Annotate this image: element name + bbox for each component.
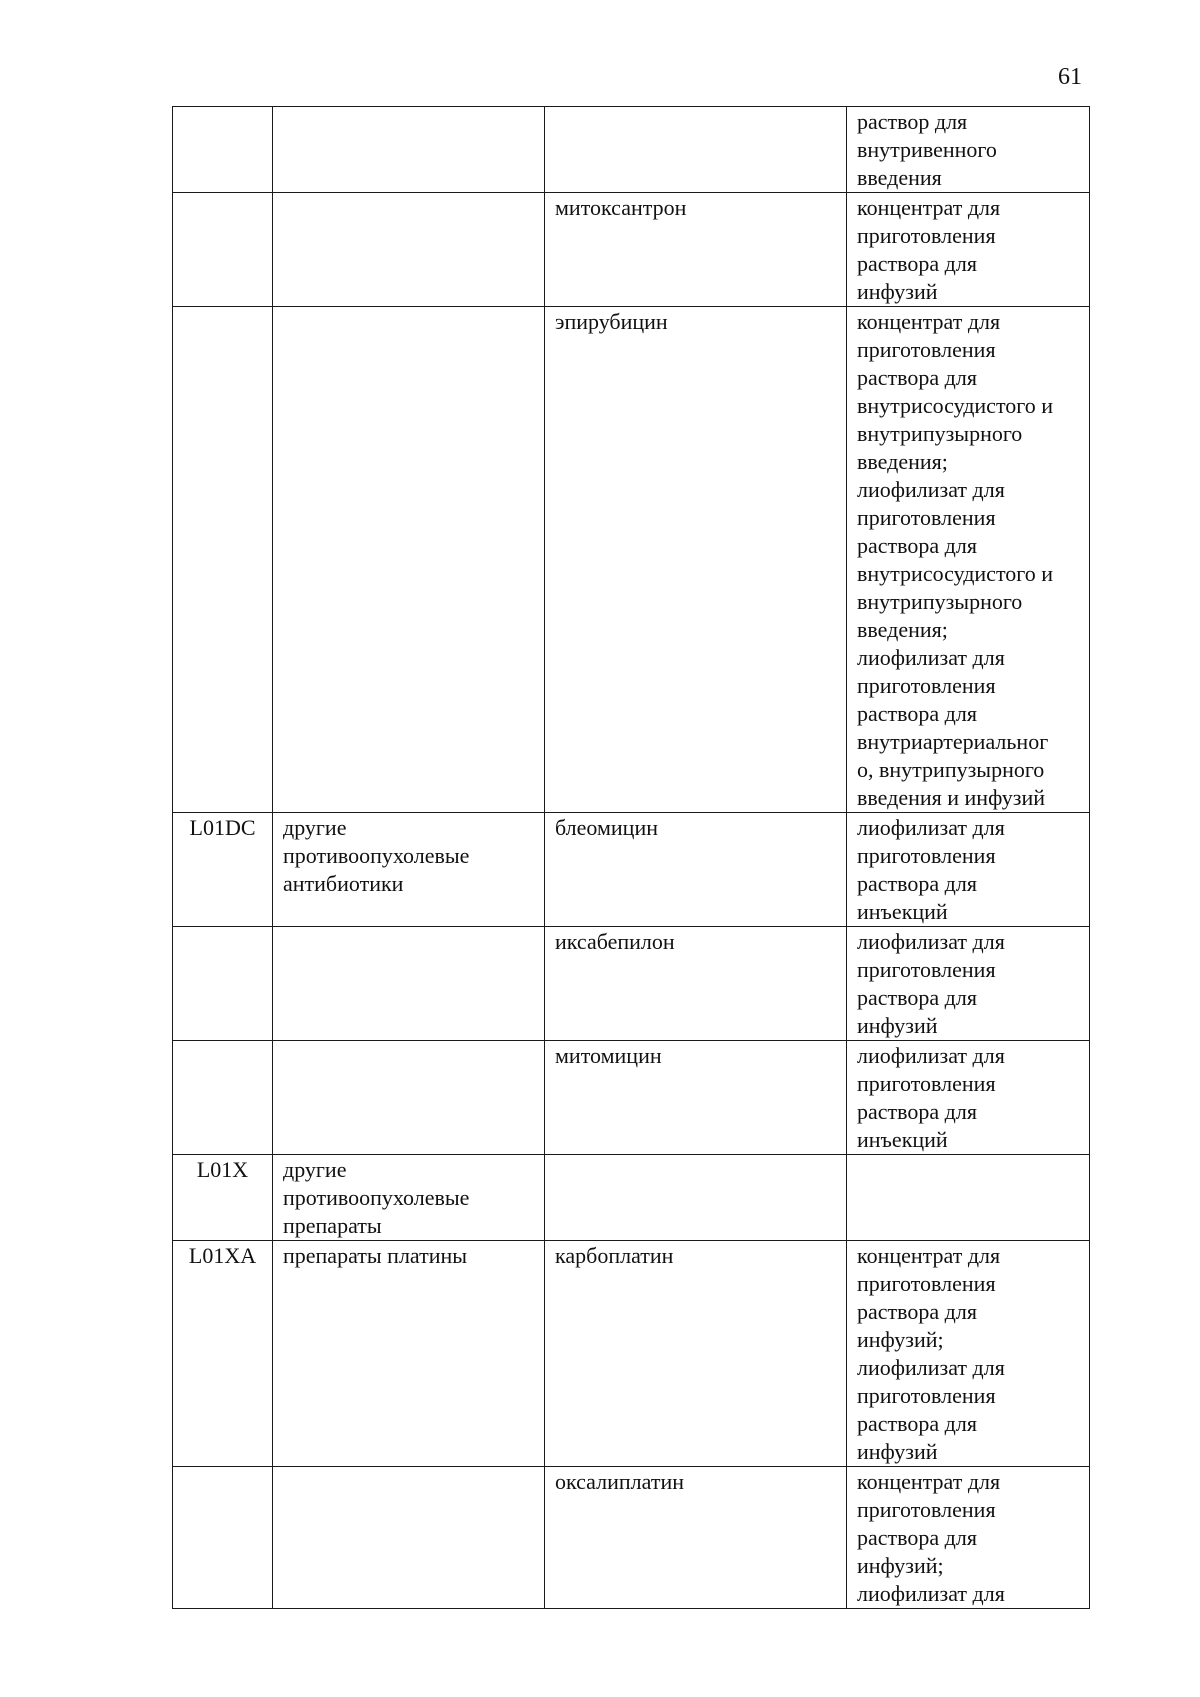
atc-code-cell bbox=[173, 927, 273, 1041]
dosage-form-cell: концентрат для приготовления раствора для внутрисосудистого и внутрипузырного введения; лиофилизат для приготовления раствора для внутрисосудистого и внутрипузырного введения; лиофилизат для приготовления раствора для внутриартериальног о, внутрипузырного введения и инфузий bbox=[847, 307, 1090, 813]
table-row bbox=[173, 307, 1090, 813]
atc-code-cell bbox=[173, 1467, 273, 1609]
table-row bbox=[173, 813, 1090, 927]
drug-table bbox=[172, 106, 1090, 1609]
dosage-form-cell bbox=[847, 1155, 1090, 1241]
drug-cell: блеомицин bbox=[545, 813, 847, 927]
dosage-form-cell: концентрат для приготовления раствора для инфузий; лиофилизат для приготовления раствора для инфузий bbox=[847, 1241, 1090, 1467]
group-cell bbox=[273, 193, 545, 307]
page-number: 61 bbox=[1058, 64, 1082, 90]
table-row bbox=[173, 927, 1090, 1041]
drug-cell bbox=[545, 1155, 847, 1241]
table-row bbox=[173, 107, 1090, 193]
group-cell: другие противоопухолевые антибиотики bbox=[273, 813, 545, 927]
group-cell bbox=[273, 307, 545, 813]
dosage-form-cell: концентрат для приготовления раствора для инфузий bbox=[847, 193, 1090, 307]
dosage-form-cell: лиофилизат для приготовления раствора для инъекций bbox=[847, 1041, 1090, 1155]
group-cell bbox=[273, 1467, 545, 1609]
drug-cell: иксабепилон bbox=[545, 927, 847, 1041]
atc-code-cell bbox=[173, 1041, 273, 1155]
dosage-form-cell: раствор для внутривенного введения bbox=[847, 107, 1090, 193]
atc-code-cell: L01X bbox=[173, 1155, 273, 1241]
table-row bbox=[173, 1155, 1090, 1241]
drug-cell bbox=[545, 107, 847, 193]
atc-code-cell: L01XA bbox=[173, 1241, 273, 1467]
drug-cell: митоксантрон bbox=[545, 193, 847, 307]
table-row bbox=[173, 1241, 1090, 1467]
dosage-form-cell: концентрат для приготовления раствора для инфузий; лиофилизат для bbox=[847, 1467, 1090, 1609]
atc-code-cell bbox=[173, 107, 273, 193]
dosage-form-cell: лиофилизат для приготовления раствора для инфузий bbox=[847, 927, 1090, 1041]
group-cell bbox=[273, 107, 545, 193]
dosage-form-cell: лиофилизат для приготовления раствора для инъекций bbox=[847, 813, 1090, 927]
drug-cell: карбоплатин bbox=[545, 1241, 847, 1467]
atc-code-cell bbox=[173, 307, 273, 813]
table-row bbox=[173, 1467, 1090, 1609]
table-row bbox=[173, 1041, 1090, 1155]
drug-cell: митомицин bbox=[545, 1041, 847, 1155]
group-cell bbox=[273, 1041, 545, 1155]
drug-cell: оксалиплатин bbox=[545, 1467, 847, 1609]
group-cell: препараты платины bbox=[273, 1241, 545, 1467]
atc-code-cell bbox=[173, 193, 273, 307]
atc-code-cell: L01DC bbox=[173, 813, 273, 927]
group-cell bbox=[273, 927, 545, 1041]
group-cell: другие противоопухолевые препараты bbox=[273, 1155, 545, 1241]
drug-cell: эпирубицин bbox=[545, 307, 847, 813]
table-row bbox=[173, 193, 1090, 307]
